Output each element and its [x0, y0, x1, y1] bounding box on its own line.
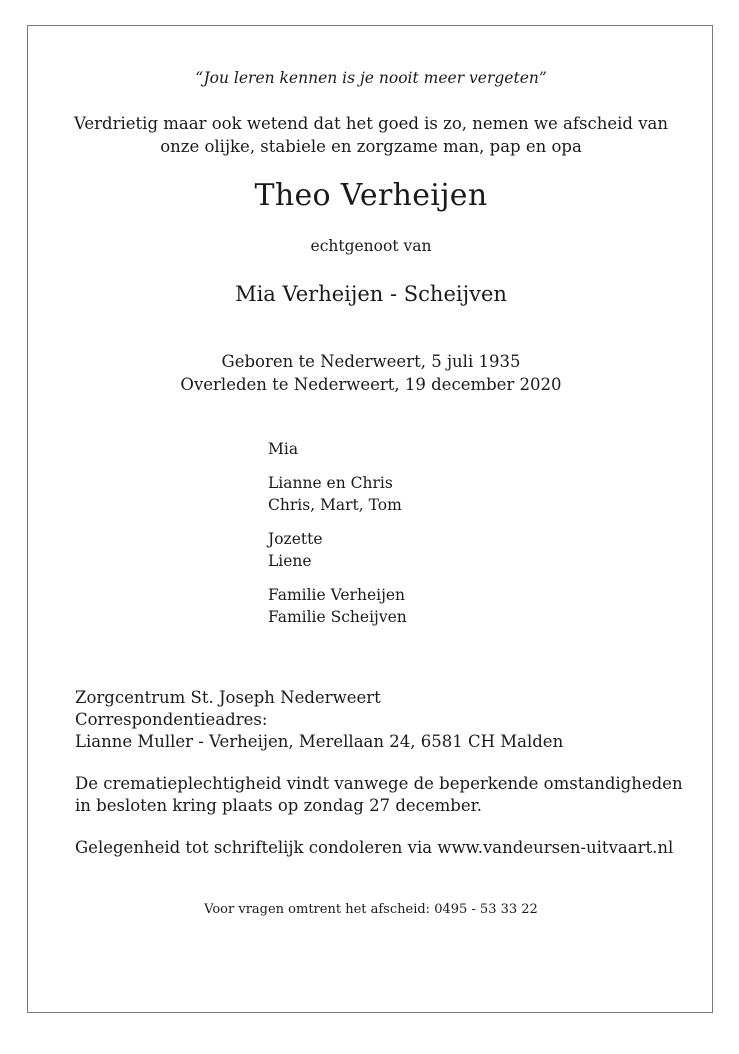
- intro-text: [28, 112, 714, 158]
- family-group: [268, 472, 407, 516]
- intro-line: onze olijke, stabiele en zorgzame man, pap en opa: [160, 137, 582, 156]
- family-member: Chris, Mart, Tom: [268, 496, 402, 514]
- condolence-info: Gelegenheid tot schriftelijk condoleren via www.vandeursen-uitvaart.nl: [75, 838, 674, 857]
- family-group: [268, 584, 407, 628]
- intro-line: Verdrietig maar ook wetend dat het goed is zo, nemen we afscheid van: [74, 114, 668, 133]
- ceremony-info: [75, 773, 683, 817]
- family-group: [268, 528, 407, 572]
- ceremony-line: in besloten kring plaats op zondag 27 december.: [75, 796, 482, 815]
- deceased-name: Theo Verheijen: [254, 178, 488, 213]
- address-line: Correspondentieadres:: [75, 710, 268, 729]
- died-line: Overleden te Nederweert, 19 december 2020: [180, 375, 562, 394]
- family-member: Lianne en Chris: [268, 474, 393, 492]
- spouse-label: echtgenoot van: [310, 237, 432, 255]
- family-member: Liene: [268, 552, 312, 570]
- life-dates: [28, 350, 714, 396]
- family-member: Familie Verheijen: [268, 586, 406, 604]
- family-list: [268, 438, 407, 640]
- obituary-card: [27, 25, 713, 1013]
- family-member: Mia: [268, 440, 299, 458]
- family-member: Jozette: [268, 530, 323, 548]
- address-line: Lianne Muller - Verheijen, Merellaan 24, 6581 CH Malden: [75, 732, 564, 751]
- quote: “Jou leren kennen is je nooit meer vergeten”: [195, 69, 547, 87]
- spouse-name: Mia Verheijen - Scheijven: [235, 282, 507, 306]
- address-line: Zorgcentrum St. Joseph Nederweert: [75, 688, 381, 707]
- address-block: [75, 687, 563, 753]
- family-member: Familie Scheijven: [268, 608, 407, 626]
- contact-info: Voor vragen omtrent het afscheid: 0495 - 53 33 22: [204, 902, 538, 917]
- ceremony-line: De crematieplechtigheid vindt vanwege de beperkende omstandigheden: [75, 774, 683, 793]
- born-line: Geboren te Nederweert, 5 juli 1935: [221, 352, 521, 371]
- family-group: [268, 438, 407, 460]
